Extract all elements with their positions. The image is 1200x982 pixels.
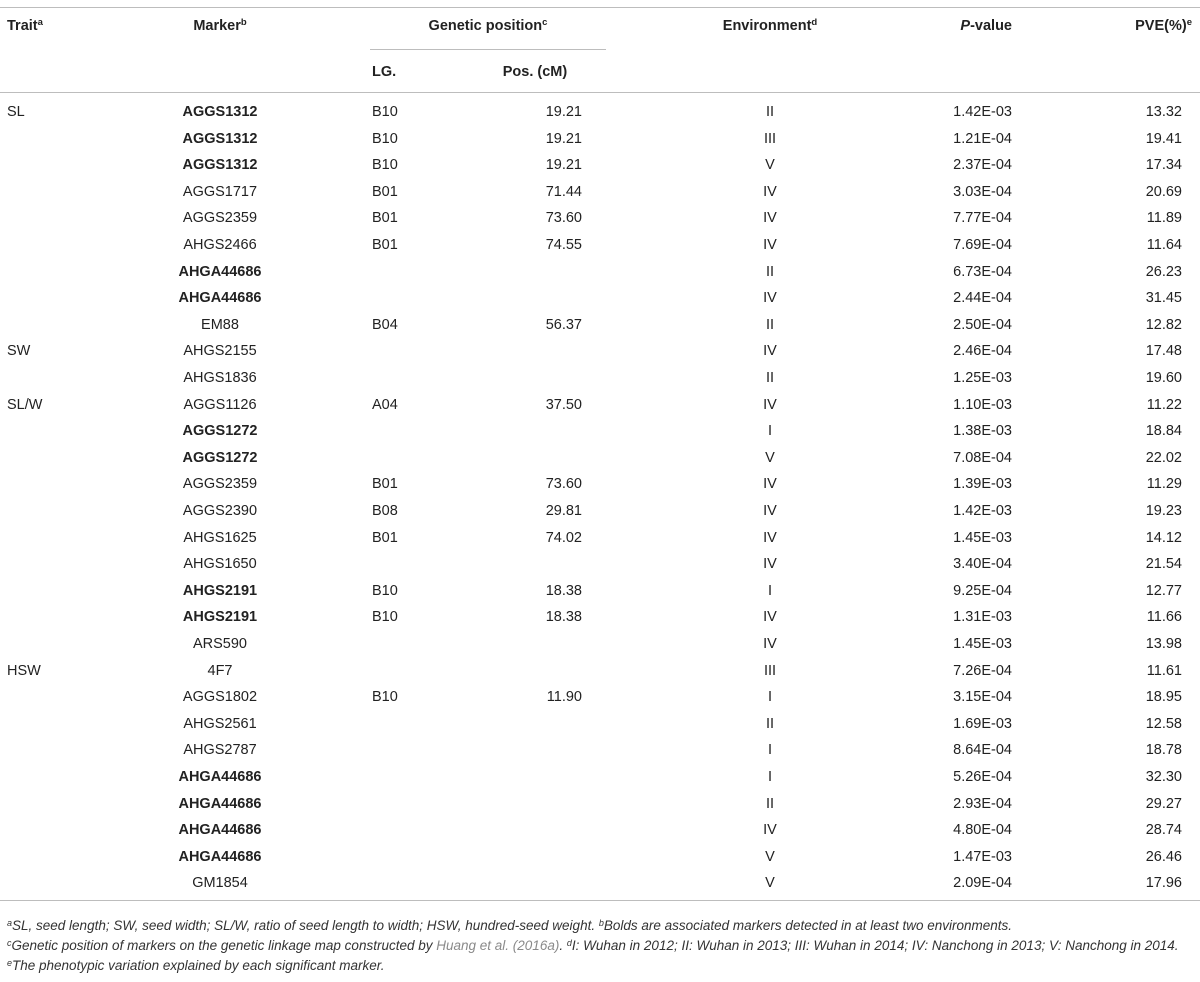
table-bottom-rule xyxy=(0,900,1200,901)
marker-cell: AHGS2787 xyxy=(183,742,257,758)
lg-cell: B10 xyxy=(372,583,398,599)
pve-cell: 17.48 xyxy=(1145,343,1182,359)
p-value-cell: 6.73E-04 xyxy=(953,264,1012,280)
pve-cell: 26.46 xyxy=(1145,849,1182,865)
lg-cell: B01 xyxy=(372,530,398,546)
p-value-cell: 1.45E-03 xyxy=(953,530,1012,546)
marker-cell: 4F7 xyxy=(207,663,233,679)
position-cell: 18.38 xyxy=(545,609,582,625)
environment-cell: II xyxy=(765,264,775,280)
pve-cell: 14.12 xyxy=(1145,530,1182,546)
position-cell: 11.90 xyxy=(546,689,582,705)
pve-cell: 26.23 xyxy=(1145,264,1182,280)
header-trait: Trait$^a$ xyxy=(7,17,43,34)
lg-cell: B01 xyxy=(372,237,398,253)
marker-cell: AGGS1717 xyxy=(182,184,258,200)
position-cell: 37.50 xyxy=(545,397,582,413)
header-marker: Marker$^b$ xyxy=(193,17,247,34)
lg-cell: B04 xyxy=(372,317,398,333)
pve-cell: 32.30 xyxy=(1145,769,1182,785)
pve-cell: 11.61 xyxy=(1146,663,1182,679)
pve-cell: 22.02 xyxy=(1145,450,1182,466)
lg-cell: B10 xyxy=(372,689,398,705)
p-value-cell: 2.09E-04 xyxy=(953,875,1012,891)
marker-cell: AHGA44686 xyxy=(178,849,262,865)
header-genetic-position: Genetic position$^c$ xyxy=(428,17,548,34)
trait-cell: SW xyxy=(7,343,31,359)
marker-cell: AHGA44686 xyxy=(178,822,262,838)
pve-cell: 20.69 xyxy=(1145,184,1182,200)
position-cell: 74.02 xyxy=(545,530,582,546)
p-value-cell: 4.80E-04 xyxy=(953,822,1012,838)
pve-cell: 17.34 xyxy=(1145,157,1182,173)
pve-cell: 11.89 xyxy=(1146,210,1182,226)
p-value-cell: 3.40E-04 xyxy=(953,556,1012,572)
p-value-cell: 1.21E-04 xyxy=(953,131,1012,147)
lg-cell: A04 xyxy=(372,397,398,413)
pve-cell: 29.27 xyxy=(1145,796,1182,812)
trait-cell: SL xyxy=(7,104,25,120)
lg-cell: B01 xyxy=(372,476,398,492)
environment-cell: V xyxy=(765,450,775,466)
pve-cell: 19.60 xyxy=(1145,370,1182,386)
marker-cell: AHGS2466 xyxy=(183,237,257,253)
environment-cell: IV xyxy=(763,503,777,519)
marker-cell: AHGS2561 xyxy=(183,716,257,732)
header-p-value: P-value xyxy=(960,18,1012,34)
environment-cell: II xyxy=(765,716,775,732)
environment-cell: IV xyxy=(763,237,777,253)
position-cell: 56.37 xyxy=(545,317,582,333)
p-value-cell: 2.44E-04 xyxy=(953,290,1012,306)
pve-cell: 19.23 xyxy=(1145,503,1182,519)
p-value-cell: 3.15E-04 xyxy=(953,689,1012,705)
marker-cell: AGGS1312 xyxy=(182,104,258,120)
genetic-position-underline xyxy=(370,49,606,50)
environment-cell: IV xyxy=(763,556,777,572)
position-cell: 19.21 xyxy=(545,104,582,120)
environment-cell: V xyxy=(765,875,775,891)
environment-cell: IV xyxy=(763,184,777,200)
marker-cell: AHGS1836 xyxy=(183,370,257,386)
p-value-cell: 1.39E-03 xyxy=(953,476,1012,492)
environment-cell: IV xyxy=(763,530,777,546)
lg-cell: B10 xyxy=(372,131,398,147)
environment-cell: I xyxy=(767,689,773,705)
p-value-cell: 1.42E-03 xyxy=(953,104,1012,120)
p-value-cell: 7.69E-04 xyxy=(953,237,1012,253)
pve-cell: 18.78 xyxy=(1145,742,1182,758)
pve-cell: 13.32 xyxy=(1145,104,1182,120)
citation-link[interactable]: Huang et al. (2016a) xyxy=(436,938,560,953)
p-value-cell: 1.42E-03 xyxy=(953,503,1012,519)
marker-cell: AHGA44686 xyxy=(178,796,262,812)
p-value-cell: 2.50E-04 xyxy=(953,317,1012,333)
pve-cell: 18.84 xyxy=(1145,423,1182,439)
header-lg: LG. xyxy=(372,64,397,80)
lg-cell: B08 xyxy=(372,503,398,519)
p-value-cell: 2.93E-04 xyxy=(953,796,1012,812)
marker-cell: EM88 xyxy=(201,317,239,333)
marker-cell: GM1854 xyxy=(192,875,248,891)
marker-cell: AGGS2359 xyxy=(182,476,258,492)
environment-cell: III xyxy=(763,131,777,147)
position-cell: 74.55 xyxy=(545,237,582,253)
p-value-cell: 7.08E-04 xyxy=(953,450,1012,466)
lg-cell: B01 xyxy=(372,184,398,200)
marker-cell: AHGS1625 xyxy=(183,530,257,546)
p-value-cell: 1.45E-03 xyxy=(953,636,1012,652)
header-pve: PVE(%)$^e$ xyxy=(1135,17,1192,34)
environment-cell: I xyxy=(767,742,773,758)
pve-cell: 31.45 xyxy=(1145,290,1182,306)
environment-cell: IV xyxy=(763,397,777,413)
header-environment: Environment$^d$ xyxy=(722,17,818,34)
p-value-cell: 9.25E-04 xyxy=(953,583,1012,599)
pve-cell: 17.96 xyxy=(1145,875,1182,891)
environment-cell: IV xyxy=(763,636,777,652)
environment-cell: IV xyxy=(763,476,777,492)
marker-cell: AHGS2191 xyxy=(182,609,258,625)
p-value-cell: 1.47E-03 xyxy=(953,849,1012,865)
environment-cell: II xyxy=(765,370,775,386)
pve-cell: 11.22 xyxy=(1146,397,1182,413)
pve-cell: 11.66 xyxy=(1146,609,1182,625)
pve-cell: 12.77 xyxy=(1145,583,1182,599)
marker-cell: AGGS1272 xyxy=(182,423,258,439)
position-cell: 73.60 xyxy=(545,476,582,492)
position-cell: 19.21 xyxy=(545,131,582,147)
environment-cell: I xyxy=(767,583,773,599)
p-value-cell: 1.31E-03 xyxy=(953,609,1012,625)
pve-cell: 18.95 xyxy=(1145,689,1182,705)
environment-cell: II xyxy=(765,104,775,120)
marker-cell: AGGS1272 xyxy=(182,450,258,466)
environment-cell: IV xyxy=(763,210,777,226)
environment-cell: III xyxy=(763,663,777,679)
marker-cell: AGGS2390 xyxy=(182,503,258,519)
pve-cell: 11.64 xyxy=(1146,237,1182,253)
p-value-cell: 1.10E-03 xyxy=(953,397,1012,413)
lg-cell: B01 xyxy=(372,210,398,226)
position-cell: 19.21 xyxy=(545,157,582,173)
p-value-cell: 7.26E-04 xyxy=(953,663,1012,679)
position-cell: 71.44 xyxy=(545,184,582,200)
environment-cell: V xyxy=(765,157,775,173)
position-cell: 18.38 xyxy=(545,583,582,599)
marker-cell: ARS590 xyxy=(192,636,247,652)
lg-cell: B10 xyxy=(372,104,398,120)
environment-cell: IV xyxy=(763,822,777,838)
pve-cell: 13.98 xyxy=(1145,636,1182,652)
environment-cell: I xyxy=(767,423,773,439)
environment-cell: II xyxy=(765,796,775,812)
header-bottom-rule xyxy=(0,92,1200,93)
marker-cell: AHGA44686 xyxy=(178,264,262,280)
pve-cell: 21.54 xyxy=(1145,556,1182,572)
marker-cell: AGGS1312 xyxy=(182,131,258,147)
p-value-cell: 8.64E-04 xyxy=(953,742,1012,758)
lg-cell: B10 xyxy=(372,157,398,173)
environment-cell: II xyxy=(765,317,775,333)
position-cell: 29.81 xyxy=(545,503,582,519)
environment-cell: IV xyxy=(763,290,777,306)
trait-cell: SL/W xyxy=(7,397,43,413)
pve-cell: 19.41 xyxy=(1145,131,1182,147)
marker-cell: AHGS2191 xyxy=(182,583,258,599)
marker-cell: AGGS1126 xyxy=(183,397,257,413)
environment-cell: V xyxy=(765,849,775,865)
trait-cell: HSW xyxy=(7,663,41,679)
pve-cell: 12.58 xyxy=(1145,716,1182,732)
pve-cell: 28.74 xyxy=(1145,822,1182,838)
environment-cell: IV xyxy=(763,343,777,359)
marker-cell: AHGA44686 xyxy=(178,290,262,306)
table-top-rule xyxy=(0,7,1200,8)
pve-cell: 12.82 xyxy=(1145,317,1182,333)
marker-cell: AGGS1312 xyxy=(182,157,258,173)
pve-cell: 11.29 xyxy=(1146,476,1182,492)
lg-cell: B10 xyxy=(372,609,398,625)
p-value-cell: 1.69E-03 xyxy=(953,716,1012,732)
p-value-cell: 7.77E-04 xyxy=(953,210,1012,226)
marker-cell: AGGS2359 xyxy=(182,210,258,226)
environment-cell: IV xyxy=(763,609,777,625)
p-value-cell: 5.26E-04 xyxy=(953,769,1012,785)
position-cell: 73.60 xyxy=(545,210,582,226)
marker-cell: AHGS2155 xyxy=(183,343,257,359)
p-value-cell: 3.03E-04 xyxy=(953,184,1012,200)
marker-cell: AHGS1650 xyxy=(183,556,257,572)
footnote-line-2: $^c$Genetic position of markers on the genetic linkage map constructed by Huang et al. (2016a). $^d$I: Wuhan in 2012; II: Wuhan in 2013; III: Wuhan in 2014; IV: Nanchong in 2013; V: Nanchong in 2014. $^e$The phenotypic variation explained by each significant marker. xyxy=(7,938,1179,973)
p-value-cell: 2.46E-04 xyxy=(953,343,1012,359)
p-value-cell: 1.25E-03 xyxy=(953,370,1012,386)
environment-cell: I xyxy=(767,769,773,785)
marker-cell: AHGA44686 xyxy=(178,769,262,785)
p-value-cell: 2.37E-04 xyxy=(953,157,1012,173)
header-pos: Pos. (cM) xyxy=(502,64,568,80)
marker-cell: AGGS1802 xyxy=(182,689,258,705)
p-value-cell: 1.38E-03 xyxy=(953,423,1012,439)
footnote-line-1: $^a$SL, seed length; SW, seed width; SL/W, ratio of seed length to width; HSW, hundred-seed weight. $^b$Bolds are associated markers detected in at least two environments. xyxy=(7,918,1013,933)
